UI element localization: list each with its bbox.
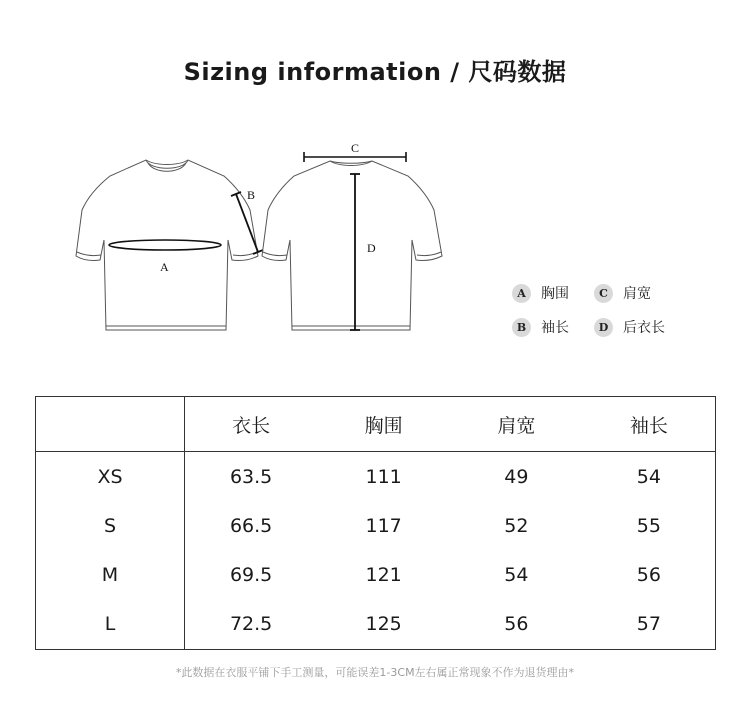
size-label: XS (36, 452, 185, 502)
table-cell: 52 (504, 514, 529, 537)
legend-badge: C (594, 284, 613, 303)
tshirt-measurement-diagram (60, 130, 480, 345)
table-cell: 66.5 (229, 514, 273, 537)
table-cell: 54 (636, 465, 661, 488)
table-cell: 57 (636, 613, 661, 636)
table-row (36, 599, 716, 649)
legend-text: 袖长 (541, 320, 569, 336)
legend-text: 肩宽 (623, 286, 651, 302)
header-cell-sleeve: 袖长 (583, 397, 716, 452)
header-cell-chest: 胸围 (317, 397, 450, 452)
size-table (35, 396, 716, 650)
table-cell: 63.5 (229, 465, 273, 488)
table-cell: 111 (365, 465, 402, 488)
back-length-marker (350, 174, 360, 330)
legend-item (512, 283, 594, 303)
measurement-disclaimer: *此数据在衣服平铺下手工测量，可能误差1-3CM左右属正常现象不作为退货理由* (175, 666, 575, 679)
size-label: L (36, 599, 185, 649)
tshirt-front-illustration (76, 160, 258, 330)
diagram-label-c: C (351, 141, 360, 155)
legend-badge: D (594, 318, 613, 337)
legend-item (512, 317, 594, 337)
size-label: S (36, 502, 185, 551)
table-cell: 117 (365, 514, 402, 537)
table-cell: 54 (504, 563, 529, 586)
size-label: M (36, 550, 185, 599)
table-cell: 69.5 (229, 563, 273, 586)
table-cell: 56 (636, 563, 661, 586)
header-cell-size (36, 397, 185, 452)
diagram-label-a: A (160, 260, 169, 274)
header-cell-length: 衣长 (185, 397, 318, 452)
legend-text: 后衣长 (623, 320, 665, 336)
diagram-label-b: B (247, 188, 256, 202)
table-cell: 125 (365, 613, 402, 636)
legend-badge: B (512, 318, 531, 337)
table-cell: 121 (365, 563, 402, 586)
legend-text: 胸围 (541, 286, 569, 302)
legend-item (594, 283, 676, 303)
tshirt-back-illustration (262, 161, 442, 330)
measurement-legend (512, 276, 712, 344)
table-cell: 55 (636, 514, 661, 537)
table-row (36, 502, 716, 551)
header-cell-shoulder: 肩宽 (450, 397, 583, 452)
table-row (36, 452, 716, 502)
legend-item (594, 317, 676, 337)
diagram-label-d: D (367, 241, 376, 255)
table-cell: 49 (504, 465, 529, 488)
table-row (36, 550, 716, 599)
table-cell: 72.5 (229, 613, 273, 636)
legend-badge: A (512, 284, 531, 303)
table-cell: 56 (504, 613, 529, 636)
size-table-header-row (36, 397, 716, 452)
page-title: Sizing information / 尺码数据 (183, 58, 567, 86)
